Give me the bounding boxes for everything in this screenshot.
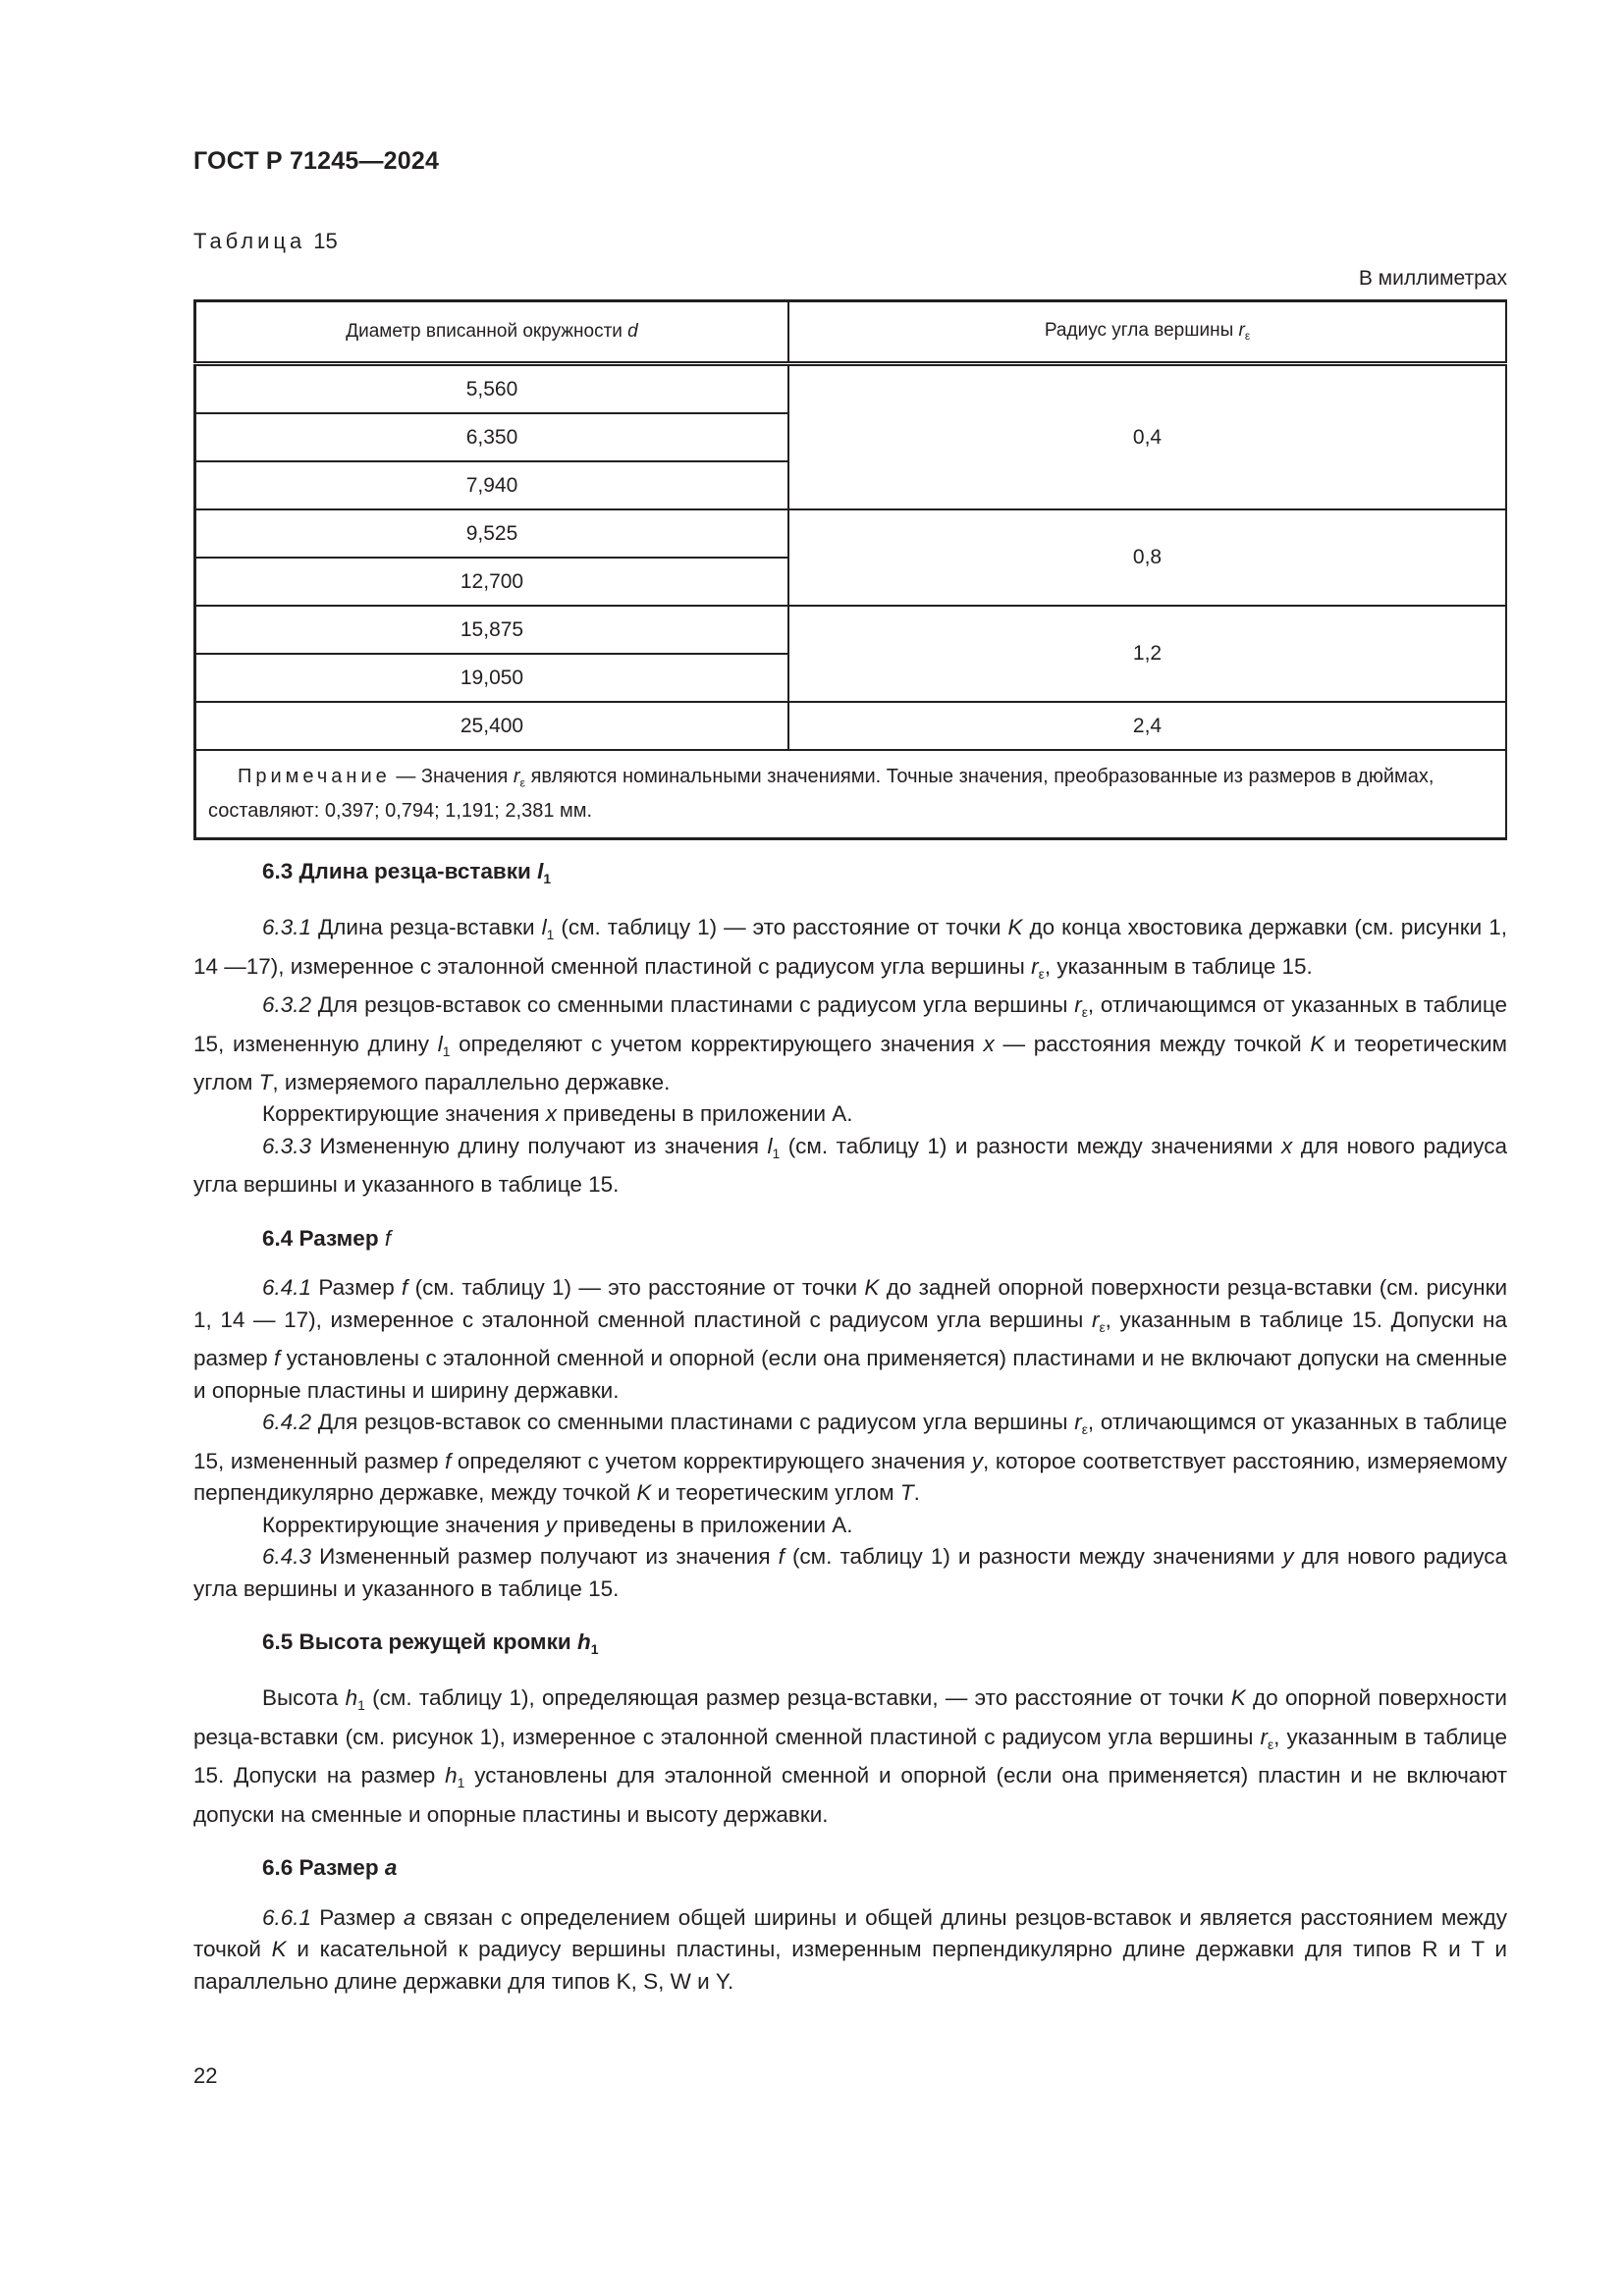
subscript: 1 [543,870,552,886]
text: и касательной к радиусу вершины пластины, измеренным перпендикулярно длине державки для типов R и T и параллельно длине державки для типов K, S, W и Y. [193,1937,1507,1994]
heading-text: Размер [293,1855,385,1880]
paragraph-6-4-1 [193,1272,1507,1407]
heading-text: Размер [293,1225,385,1251]
symbol-h: h [445,1763,458,1789]
symbol-K: K [1230,1685,1246,1711]
symbol-r: r [1238,320,1245,342]
text: Для резцов-вставок со сменными пластинами с радиусом угла вершины [311,992,1075,1018]
symbol-y: y [545,1512,558,1537]
text: определяют с учетом корректирующего значения [451,1448,972,1473]
subscript: 1 [546,927,555,943]
symbol-l: l [767,1133,773,1158]
symbol-epsilon: ε [1081,1004,1088,1020]
note-text: — Значения [390,765,514,787]
column-header-diameter [195,301,789,364]
table-caption-word: Таблица [193,229,306,253]
text: Высота [262,1685,346,1711]
symbol-K: K [864,1275,880,1301]
symbol-f: f [445,1448,452,1473]
symbol-f: f [384,1225,392,1251]
clause-number: 6.6.1 [262,1904,312,1930]
symbol-epsilon: ε [1038,965,1045,982]
symbol-epsilon: ε [1267,1735,1274,1752]
symbol-T: T [899,1480,914,1505]
text: определяют с учетом корректирующего значения [450,1031,984,1056]
text: , указанным в таблице 15. Допуски на размер [193,1724,1507,1789]
subscript: 1 [772,1145,781,1161]
column-header-text: Радиус угла вершины [1044,320,1239,342]
text: Измененный размер получают из значения [311,1544,779,1569]
symbol-x: x [545,1101,558,1127]
symbol-epsilon: ε [1081,1421,1088,1437]
symbol-r: r [513,765,520,787]
cell-radius: 2,4 [788,702,1506,750]
text: (см. таблицу 1) — это расстояние от точки [407,1275,865,1301]
table-15 [193,299,1507,840]
note-text: являются номинальными значениями. Точные значения, преобразованные из размеров в дюймах, составляют: 0,397; 0,794; 1,191; 2,381 мм. [208,765,1435,823]
symbol-epsilon: ε [1244,330,1251,344]
paragraph-6-4-2 [193,1407,1507,1509]
section-heading-6-5 [193,1627,1507,1665]
paragraph-6-5 [193,1682,1507,1831]
text: для нового радиуса угла вершины и указанного в таблице 15. [193,1133,1507,1198]
section-heading-6-3 [193,856,1507,894]
text: (см. таблицу 1) и разности между значениями [780,1133,1281,1158]
text: приведены в приложении А. [557,1101,853,1127]
note-label: Примечание [238,765,391,787]
text: для нового радиуса угла вершины и указанного в таблице 15. [193,1544,1508,1601]
text: установлены для эталонной сменной и опорной (если она применяется) пластин и не включают допуски на сменные и опорные пластины и высоту державки. [193,1763,1507,1827]
text: Корректирующие значения [262,1101,546,1127]
heading-number: 6.5 [262,1629,294,1654]
table-row [195,606,1507,654]
text: Размер [311,1275,403,1301]
symbol-y: y [1282,1544,1294,1569]
text: Корректирующие значения [262,1512,546,1537]
table-note-row [195,750,1507,839]
cell-radius: 0,8 [788,509,1506,606]
paragraph-6-3-2-note [193,1098,1507,1131]
symbol-K: K [1007,915,1023,940]
symbol-r: r [1091,1307,1100,1332]
clause-number: 6.3.3 [262,1133,312,1158]
text: (см. таблицу 1), определяющая размер резца-вставки, — это расстояние от точки [364,1685,1231,1711]
cell-diameter: 15,875 [195,606,789,654]
symbol-x: x [1280,1133,1293,1158]
symbol-r: r [1074,992,1082,1018]
symbol-epsilon: ε [1099,1318,1106,1335]
symbol-y: y [971,1448,983,1473]
table-row [195,702,1507,750]
text: установлены с эталонной сменной и опорной (если она применяется) пластинами и не включают допуски на сменные и опорные пластины и ширину державки. [193,1346,1507,1403]
symbol-T: T [258,1069,273,1095]
text: Размер [311,1904,404,1930]
paragraph-6-3-1 [193,912,1507,989]
paragraph-6-3-3 [193,1131,1507,1201]
page-number: 22 [193,2063,218,2088]
cell-diameter: 19,050 [195,654,789,702]
subscript: 1 [457,1775,465,1790]
symbol-h: h [345,1685,358,1711]
table-caption-number: 15 [313,229,338,253]
symbol-epsilon: ε [519,775,526,790]
symbol-f: f [274,1346,281,1371]
heading-number: 6.3 [262,859,294,883]
symbol-a: a [403,1904,416,1930]
text: . [913,1480,920,1505]
symbol-K: K [271,1937,287,1961]
cell-diameter: 25,400 [195,702,789,750]
symbol-x: x [983,1031,995,1056]
text: (см. таблицу 1) — это расстояние от точки [554,915,1008,940]
heading-text: Высота режущей кромки [293,1629,577,1654]
text: , отличающимся от указанных в таблице 15, измененную длину [193,992,1507,1056]
symbol-d: d [627,321,638,342]
clause-number: 6.4.2 [262,1410,312,1435]
cell-diameter: 5,560 [195,364,789,414]
paragraph-6-4-2-note [193,1510,1507,1542]
heading-number: 6.4 [262,1225,294,1251]
symbol-l: l [541,915,547,940]
section-heading-6-4 [193,1223,1507,1255]
clause-number: 6.4.1 [262,1275,312,1301]
section-heading-6-6 [193,1852,1507,1885]
text: до опорной поверхности резца-вставки (см. рисунок 1), измеренное с эталонной сменной пластиной с радиусом угла вершины [193,1685,1507,1749]
text: , указанным в таблице 15. [1044,953,1313,979]
text: Для резцов-вставок со сменными пластинами с радиусом угла вершины [311,1410,1075,1435]
symbol-r: r [1074,1410,1082,1435]
cell-diameter: 12,700 [195,558,789,606]
paragraph-6-6-1 [193,1902,1507,1999]
body-content [193,856,1507,1998]
paragraph-6-4-3 [193,1541,1507,1605]
subscript: 1 [357,1697,365,1714]
column-header-radius [788,301,1506,364]
text: , которое соответствует расстоянию, измеряемому перпендикулярно державке, между точкой [193,1448,1507,1505]
symbol-f: f [778,1544,785,1569]
text: и теоретическим углом [193,1031,1508,1095]
text: связан с определением общей ширины и общей длины резцов-вставок и является расстоянием между точкой [193,1904,1507,1961]
heading-text: Длина резца-вставки [293,859,538,883]
subscript: 1 [442,1042,451,1059]
symbol-l: l [437,1031,443,1056]
column-header-text: Диаметр вписанной окружности [346,321,628,342]
cell-diameter: 9,525 [195,509,789,558]
document-id: ГОСТ Р 71245—2024 [193,147,440,175]
text: Длина резца-вставки [311,915,542,940]
table-note [195,750,1507,839]
symbol-l: l [537,859,544,883]
cell-radius: 1,2 [788,606,1506,702]
symbol-f: f [402,1275,408,1301]
clause-number: 6.4.3 [262,1544,312,1569]
clause-number: 6.3.2 [262,992,312,1018]
text: , отличающимся от указанных в таблице 15, измененный размер [193,1410,1507,1473]
symbol-K: K [636,1480,652,1505]
symbol-K: K [1310,1031,1326,1056]
cell-radius: 0,4 [788,364,1506,510]
cell-diameter: 7,940 [195,461,789,509]
text: Измененную длину получают из значения [311,1133,768,1158]
table-row [195,509,1507,558]
text: — расстояния между точкой [994,1031,1311,1056]
cell-diameter: 6,350 [195,413,789,461]
text: и теоретическим углом [651,1480,900,1505]
clause-number: 6.3.1 [262,915,312,940]
symbol-a: a [384,1855,398,1880]
symbol-h: h [576,1629,591,1654]
symbol-r: r [1031,953,1039,979]
text: , указанным в таблице 15. Допуски на размер [193,1307,1508,1371]
paragraph-6-3-2 [193,989,1507,1098]
text: , измеряемого параллельно державке. [272,1069,671,1095]
table-header-row [195,301,1507,364]
text: приведены в приложении А. [557,1512,853,1537]
table-caption [193,229,338,254]
table-units: В миллиметрах [1358,267,1507,290]
heading-number: 6.6 [262,1855,294,1880]
text: до задней опорной поверхности резца-вставки (см. рисунки 1, 14 — 17), измеренное с эталонной сменной пластиной с радиусом угла вершины [193,1275,1508,1332]
text: (см. таблицу 1) и разности между значениями [784,1544,1283,1569]
symbol-r: r [1260,1724,1268,1749]
table-row [195,364,1507,414]
text: до конца хвостовика державки (см. рисунки 1, 14 —17), измеренное с эталонной сменной пластиной с радиусом угла вершины [193,915,1507,979]
subscript: 1 [590,1640,599,1657]
